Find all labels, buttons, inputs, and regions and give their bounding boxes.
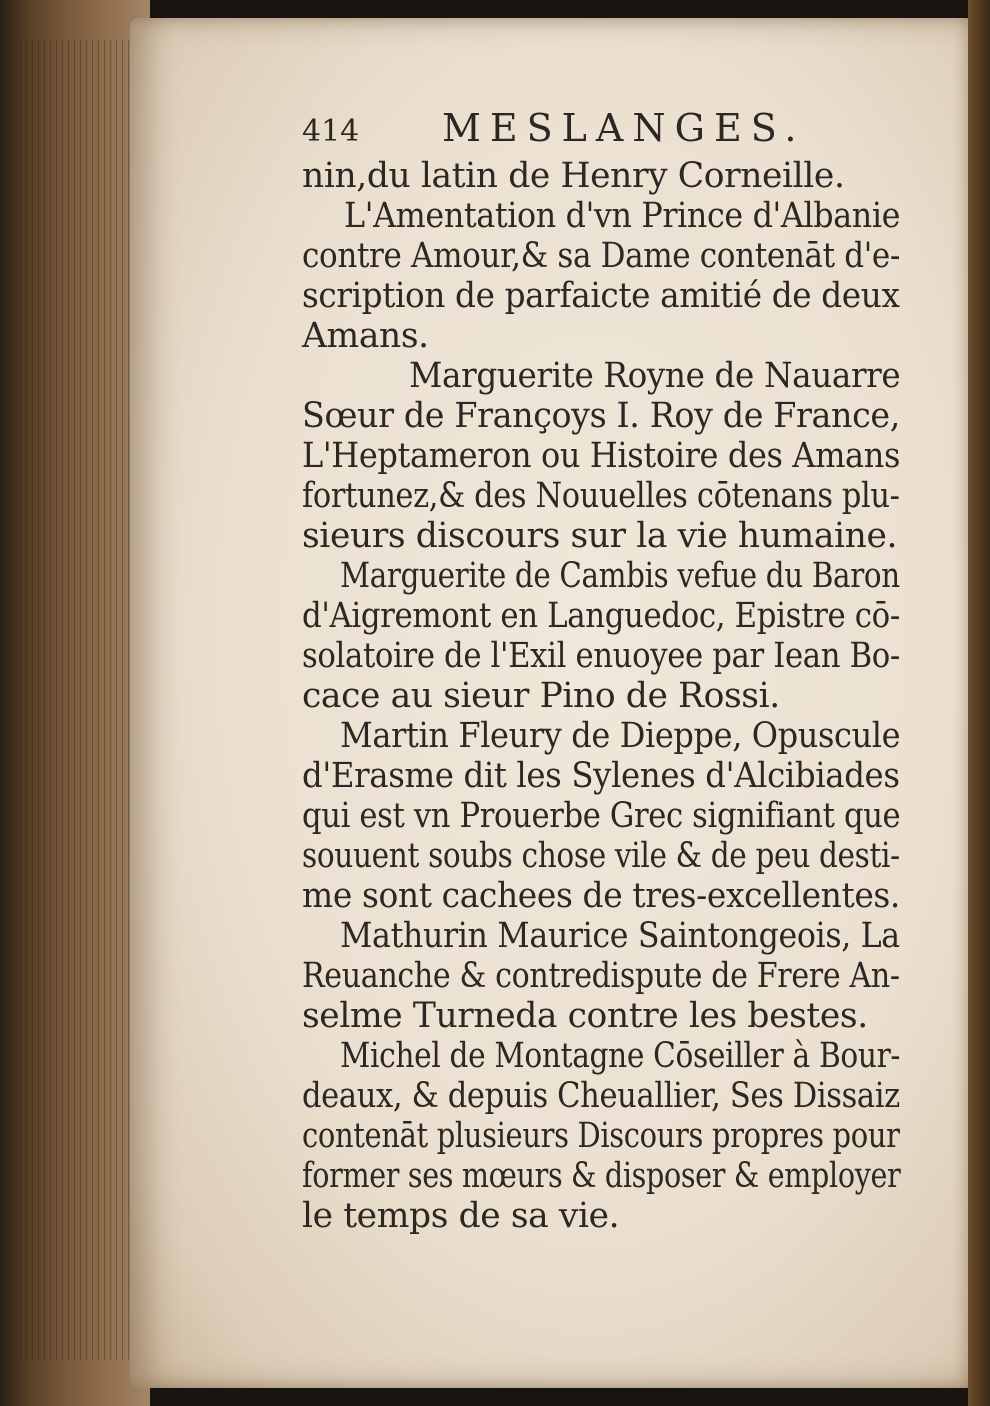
running-title: MESLANGES. — [442, 106, 806, 150]
text-line: sieurs discours sur la vie humaine. — [302, 516, 898, 556]
text-line: Marguerite de Cambis vefue du Baron — [340, 556, 900, 596]
page-edges-texture — [20, 40, 130, 1360]
page-number: 414 — [302, 114, 360, 149]
text-line: solatoire de l'Exil enuoyee par Iean Bo- — [302, 636, 900, 676]
text-line: L'Heptameron ou Histoire des Amans — [302, 436, 901, 476]
text-line: selme Turneda contre les bestes. — [302, 996, 868, 1036]
text-line: deaux, & depuis Cheuallier, Ses Dissaiz — [302, 1076, 900, 1116]
text-line: d'Erasme dit les Sylenes d'Alcibiades — [302, 756, 900, 796]
text-line: Michel de Montagne Cōseiller à Bour- — [340, 1036, 901, 1076]
text-line: me sont cachees de tres-excellentes. — [302, 876, 901, 916]
text-line: Mathurin Maurice Saintongeois, La — [340, 916, 900, 956]
text-line: Martin Fleury de Dieppe, Opuscule — [340, 716, 901, 756]
text-line: scription de parfaicte amitié de deux — [302, 276, 900, 316]
page-header — [302, 106, 902, 156]
text-line: le temps de sa vie. — [302, 1196, 620, 1236]
text-line: nin,du latin de Henry Corneille. — [302, 156, 845, 196]
text-line: Sœur de Françoys I. Roy de France, — [302, 396, 900, 436]
text-line: cace au sieur Pino de Rossi. — [302, 676, 780, 716]
binding-strip — [968, 0, 990, 1406]
text-line: Marguerite Royne de Nauarre — [409, 356, 901, 396]
text-line: d'Aigremont en Languedoc, Epistre cō- — [302, 596, 900, 636]
text-line: contre Amour,& sa Dame contenāt d'e- — [302, 236, 901, 276]
text-line: qui est vn Prouerbe Grec signifiant que — [302, 796, 901, 836]
text-line: contenāt plusieurs Discours propres pour — [302, 1116, 900, 1156]
text-line: Reuanche & contredispute de Frere An- — [302, 956, 900, 996]
text-line: Amans. — [302, 316, 429, 356]
text-line: former ses mœurs & disposer & employer — [302, 1156, 901, 1196]
text-line: L'Amentation d'vn Prince d'Albanie — [344, 196, 901, 236]
text-line: fortunez,& des Nouuelles cōtenans plu- — [302, 476, 900, 516]
text-line: souuent soubs chose vile & de peu desti- — [302, 836, 900, 876]
